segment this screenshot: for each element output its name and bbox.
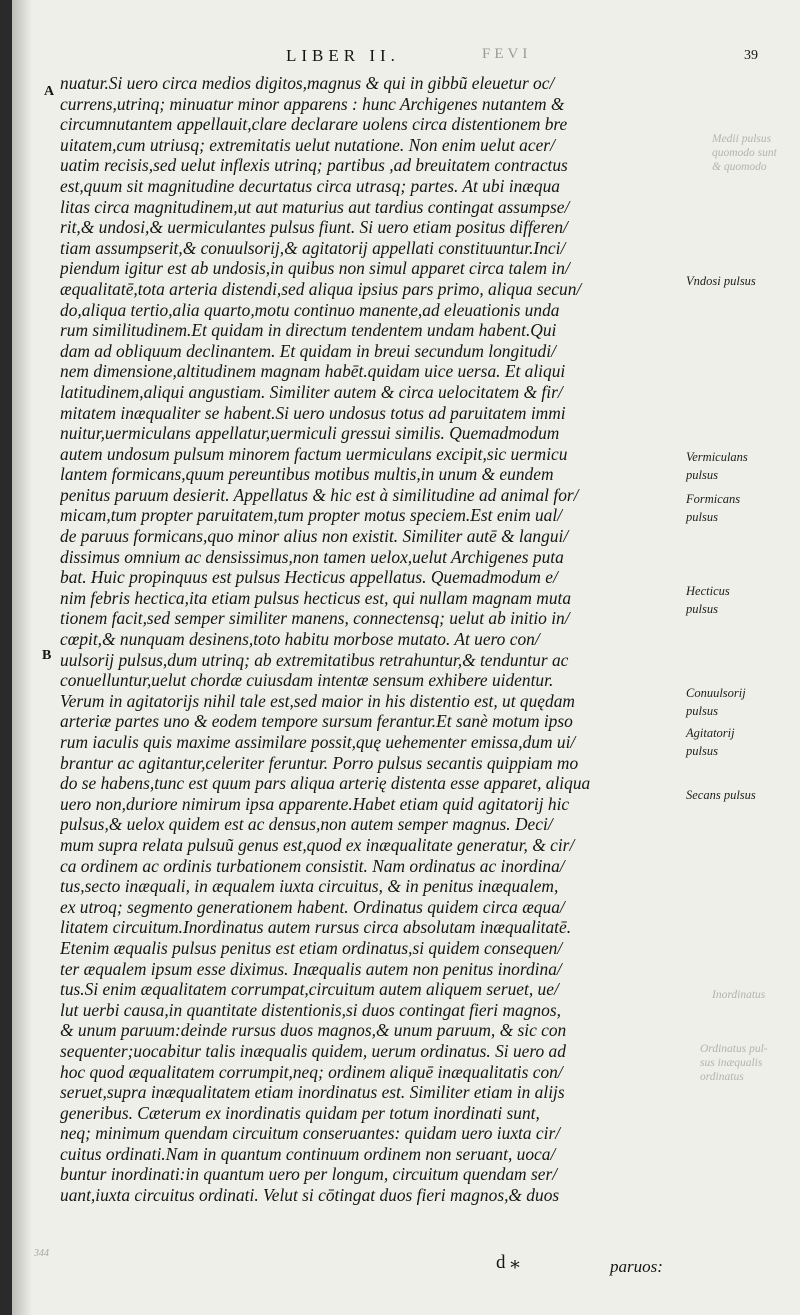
- text-line: conuelluntur,uelut chordæ cuiusdam intentæ sensum exhibere uidentur.: [60, 670, 554, 691]
- text-line: Verum in agitatorijs nihil tale est,sed maior in his distentio est, ut quędam: [60, 690, 575, 711]
- text-line: mum supra relata pulsuũ genus est,quod ex inæqualitate generatur, & cir/: [60, 834, 575, 855]
- margin-note-conuulsorij: [686, 684, 746, 720]
- book-page: [12, 0, 800, 1315]
- text-line: & unum paruum:deinde rursus duos magnos,& unum paruum, & sic con: [60, 1020, 567, 1041]
- text-line: neq; minimum quendam circuitum conseruantes: quidam uero iuxta cir/: [60, 1123, 561, 1144]
- margin-note-line: pulsus: [686, 468, 718, 482]
- text-line: do,aliqua tertio,alia quarto,motu continuo manente,ad eleuationis unda: [60, 299, 560, 320]
- text-line: nem dimensione,altitudinem magnam habēt.quidam uice uersa. Et aliqui: [60, 361, 566, 382]
- margin-note-line: Vndosi pulsus: [686, 274, 756, 288]
- bleed-through-ghost1: [712, 132, 777, 174]
- margin-note-line: Secans pulsus: [686, 788, 756, 802]
- text-line: lut uerbi causa,in quantitate distentionis,si duos contingat fieri magnos,: [60, 999, 561, 1020]
- margin-note-line: pulsus: [686, 602, 718, 616]
- text-line: nuatur.Si uero circa medios digitos,magnus & qui in gibbũ eleuetur oc/: [60, 73, 555, 93]
- text-line: litatem circuitum.Inordinatus autem rursus circa absolutam inæqualitatē.: [60, 917, 572, 938]
- text-line: uant,iuxta circuitus ordinati. Velut si cōtingat duos fieri magnos,& duos: [60, 1185, 560, 1206]
- text-line: tionem facit,sed semper similiter manens, connectensq; uelut ab initio in/: [60, 608, 570, 629]
- margin-note-line: pulsus: [686, 744, 718, 758]
- bleed-through-line: Ordinatus pul-: [700, 1043, 768, 1055]
- text-line: uulsorij pulsus,dum utrinq; ab extremitatibus retrahuntur,& tenduntur ac: [60, 649, 569, 670]
- bleed-through-line: Inordinatus: [712, 989, 766, 1001]
- text-line: penitus paruum desierit. Appellatus & hic est à similitudine ad animal for/: [60, 484, 579, 505]
- margin-note-line: pulsus: [686, 704, 718, 718]
- margin-note-hecticus: [686, 582, 730, 618]
- text-line: latitudinem,aliqui angustiam. Similiter autem & circa uelocitatem & fir/: [60, 381, 563, 402]
- text-line: rum iaculis quis maxime assimilare possit,quę uehementer emissa,dum ui/: [60, 732, 576, 752]
- text-line: bat. Huic propinquus est pulsus Hecticus appellatus. Quemadmodum e/: [60, 567, 558, 588]
- text-line: lantem formicans,quum pereuntibus motibus multis,in unum & eundem: [60, 464, 554, 485]
- library-stamp: 344: [34, 1248, 49, 1259]
- margin-note-formicans: [686, 490, 740, 526]
- text-line: generibus. Cæterum ex inordinatis quidam per totum inordinati sunt,: [60, 1102, 540, 1123]
- section-letter-b: B: [42, 648, 52, 663]
- text-line: æqualitatē,tota arteria distendi,sed aliqua ipsius pars primo, aliqua secun/: [60, 278, 582, 299]
- text-line: de paruus formicans,quo minor alius non existit. Similiter autē & langui/: [60, 526, 569, 547]
- text-line: buntur inordinati:in quantum uero per longum, circuitum quendam ser/: [60, 1164, 558, 1185]
- text-line: dam ad obliquum declinantem. Et quidam in breui secundum longitudi/: [60, 340, 556, 361]
- text-line: do se habens,tunc est quum pars aliqua arterię distenta esse apparet, aliqua: [60, 773, 591, 794]
- section-letter-a: A: [44, 84, 55, 99]
- running-head: [12, 46, 800, 68]
- text-line: autem undosum pulsum minorem factum uermiculans excipit,sic uermicu: [60, 443, 568, 464]
- text-line: ex utroq; segmento generationem habent. Ordinatus quidem circa æqua/: [60, 896, 565, 917]
- text-line: uatim recisis,sed uelut inflexis utrinq; partibus ,ad breuitatem contractus: [60, 155, 568, 176]
- text-line: uero non,duriore nimirum ipsa apparente.Habet etiam quid agitatorij hic: [60, 793, 570, 814]
- text-line: rum similitudinem.Et quidam in directum tendentem undam habent.Qui: [60, 320, 557, 341]
- text-line: tus,secto inæquali, in æqualem iuxta circuitus, & in penitus inæqualem,: [60, 876, 559, 897]
- text-line: tiam assumpserit,& conuulsorij,& agitatorij appellati constituuntur.Inci/: [60, 237, 566, 258]
- bleed-through-ghost2: [712, 988, 765, 1002]
- text-line: nuitur,uermiculans appellatur,uermiculi gressui similis. Quemadmodum: [60, 423, 560, 444]
- text-line: dissimus omnium ac densissimus,non tamen uelox,uelut Archigenes puta: [60, 546, 564, 567]
- text-line: cœpit,& nunquam desinens,toto habitu morbose mutato. At uero con/: [60, 629, 540, 650]
- margin-note-secans: [686, 786, 756, 804]
- text-line: brantur ac agitantur,celeriter feruntur. Porro pulsus secantis quippiam mo: [60, 752, 579, 773]
- margin-note-line: pulsus: [686, 510, 718, 524]
- text-line: rit,& undosi,& uermiculantes pulsus fiunt. Si uero etiam positus differen/: [60, 217, 568, 238]
- text-line: currens,utrinq; minuatur minor apparens : hunc Archigenes nutantem &: [60, 93, 565, 114]
- bleed-through-line: ordinatus: [700, 1071, 744, 1083]
- text-line: cuitus ordinati.Nam in quantum continuum ordinem non seruant, uoca/: [60, 1143, 556, 1164]
- bleed-through-ghost3: [700, 1042, 768, 1084]
- text-line: circumnutantem appellauit,clare declarare uolens circa distentionem bre: [60, 114, 568, 135]
- text-line: Etenim æqualis pulsus penitus est etiam ordinatus,si quidem consequen/: [60, 937, 563, 958]
- text-line: nim febris hectica,ita etiam pulsus hecticus est, qui nullam magnam muta: [60, 587, 572, 608]
- bleed-through-line: Medii pulsus: [712, 133, 772, 145]
- margin-note-line: Hecticus: [686, 584, 730, 598]
- text-line: sequenter;uocabitur talis inæqualis quidem, uerum ordinatus. Si uero ad: [60, 1040, 566, 1061]
- text-line: seruet,supra inæqualitatem etiam inordinatus est. Similiter etiam in alijs: [60, 1082, 565, 1103]
- page-footer: [12, 1245, 800, 1275]
- text-line: mitatem inæqualiter se habent.Si uero undosus totus ad paruitatem immi: [60, 402, 566, 423]
- running-title: LIBER II.: [286, 46, 400, 65]
- text-line: piendum igitur est ab undosis,in quibus non simul apparet circa talem in/: [60, 258, 570, 279]
- margin-note-line: Vermiculans: [686, 450, 748, 464]
- bleed-through-line: & quomodo: [712, 161, 767, 173]
- signature-mark: d ⁎: [496, 1252, 520, 1273]
- margin-note-line: Formicans: [686, 492, 741, 506]
- text-line: ca ordinem ac ordinis turbationem consistit. Nam ordinatus ac inordina/: [60, 855, 565, 876]
- margin-note-line: Conuulsorij: [686, 686, 746, 700]
- body-text: [60, 73, 680, 1206]
- text-line: ter æqualem ipsum esse diximus. Inæqualis autem non penitus inordina/: [60, 958, 562, 979]
- text-line: uitatem,cum utriusq; extremitatis uelut nutatione. Non enim uelut acer/: [60, 134, 555, 155]
- bleed-through-title: FEVI: [482, 46, 532, 62]
- catchword: paruos:: [610, 1257, 663, 1276]
- margin-note-undosi: [686, 272, 756, 290]
- text-line: litas circa magnitudinem,ut aut maturius aut tardius contingat assumpse/: [60, 196, 570, 217]
- margin-note-vermiculans: [686, 448, 748, 484]
- margin-note-agitatorij: [686, 724, 735, 760]
- text-line: pulsus,& uelox quidem est ac densus,non autem semper magnus. Deci/: [60, 814, 553, 835]
- gutter-shadow: [12, 0, 32, 1315]
- text-line: micam,tum propter paruitatem,tum propter motus speciem.Est enim ual/: [60, 505, 563, 526]
- bleed-through-line: quomodo sunt: [712, 147, 777, 159]
- text-line: hoc quod æqualitatem corrumpit,neq; ordinem aliquē inæqualitatis con/: [60, 1061, 563, 1082]
- folio-number: 39: [744, 48, 758, 63]
- text-line: tus.Si enim æqualitatem corrumpat,circuitum autem aliquem seruet, ue/: [60, 979, 559, 1000]
- margin-note-line: Agitatorij: [686, 726, 735, 740]
- text-line: arteriæ partes uno & eodem tempore sursum ferantur.Et sanè motum ipso: [60, 711, 573, 732]
- text-line: est,quum sit magnitudine decurtatus circa utrasq; partes. At ubi inæqua: [60, 175, 560, 196]
- bleed-through-line: sus inæqualis: [700, 1057, 763, 1069]
